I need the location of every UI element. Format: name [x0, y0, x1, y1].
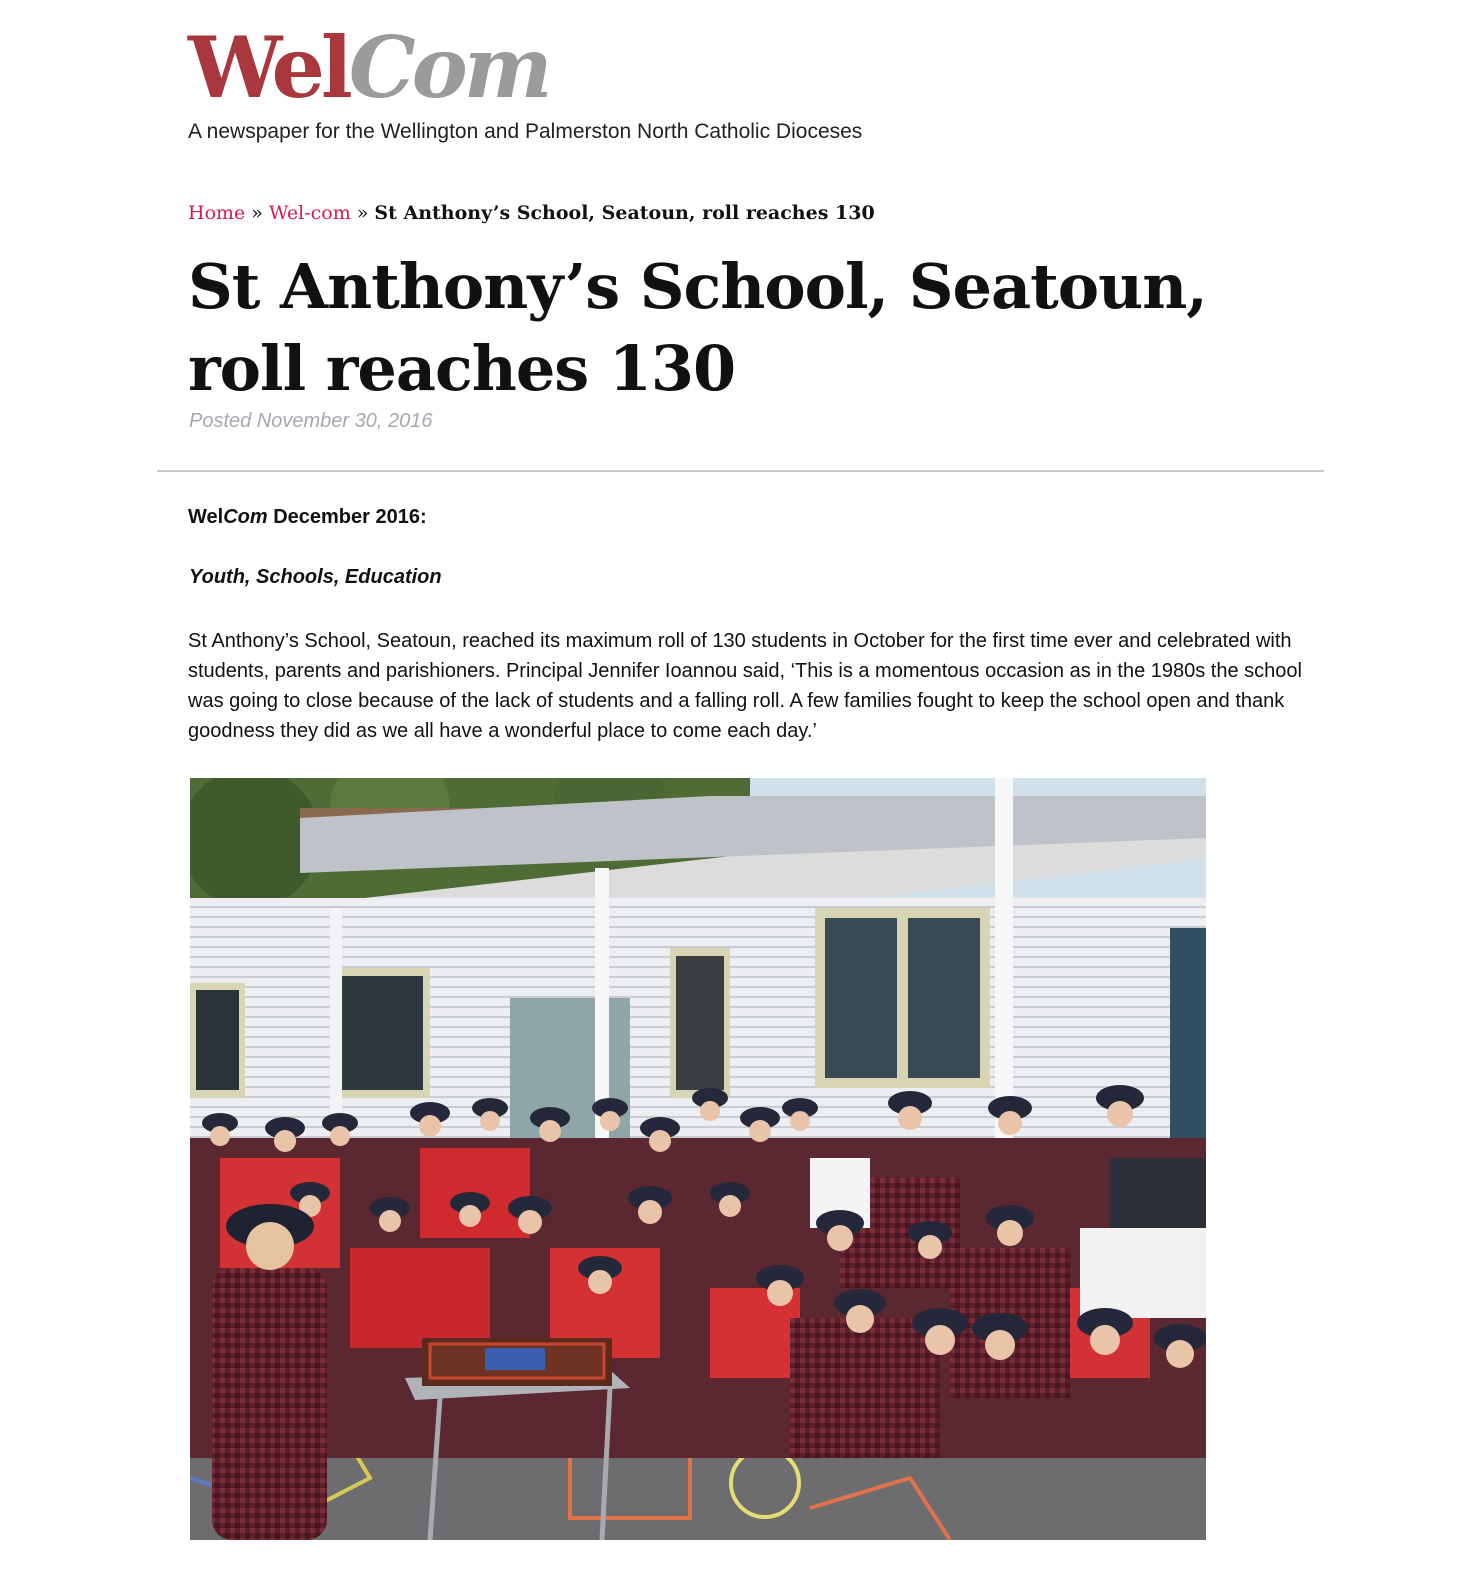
breadcrumb-home-link[interactable]: Home — [188, 202, 246, 224]
breadcrumb-separator: » — [251, 202, 263, 224]
article-title: St Anthony’s School, Seatoun, roll reaches 130 — [188, 250, 1207, 405]
issue-suffix: December 2016: — [267, 506, 427, 528]
breadcrumb-welcom-link[interactable]: Wel-com — [268, 202, 351, 224]
issue-prefix: Wel — [188, 506, 224, 528]
issue-label — [188, 506, 427, 529]
logo-com: Com — [348, 18, 549, 117]
article-photo — [190, 778, 1206, 1540]
site-tagline: A newspaper for the Wellington and Palmerston North Catholic Dioceses — [188, 120, 863, 143]
logo-wel: Wel — [188, 18, 349, 117]
article-categories: Youth, Schools, Education — [189, 566, 442, 588]
breadcrumb-separator: » — [356, 202, 369, 224]
post-date: Posted November 30, 2016 — [189, 410, 433, 432]
breadcrumb-current: St Anthony’s School, Seatoun, roll reaches 130 — [374, 202, 875, 224]
article-body: St Anthony’s School, Seatoun, reached its maximum roll of 130 students in October for the first time ever and celebrated with students, parents and parishioners. Principal Jennifer Ioannou said, ‘This is a momentous occasion as in the 1980s the school was going to close because of the lack of students and a falling roll. A few families fought to keep the school open and thank goodness they did as we all have a wonderful place to come each day.’ — [188, 630, 1302, 742]
breadcrumb — [188, 202, 875, 224]
site-logo[interactable] — [188, 18, 549, 117]
school-photo-illustration — [190, 778, 1206, 1540]
divider — [157, 470, 1324, 472]
issue-italic: Com — [223, 506, 268, 528]
